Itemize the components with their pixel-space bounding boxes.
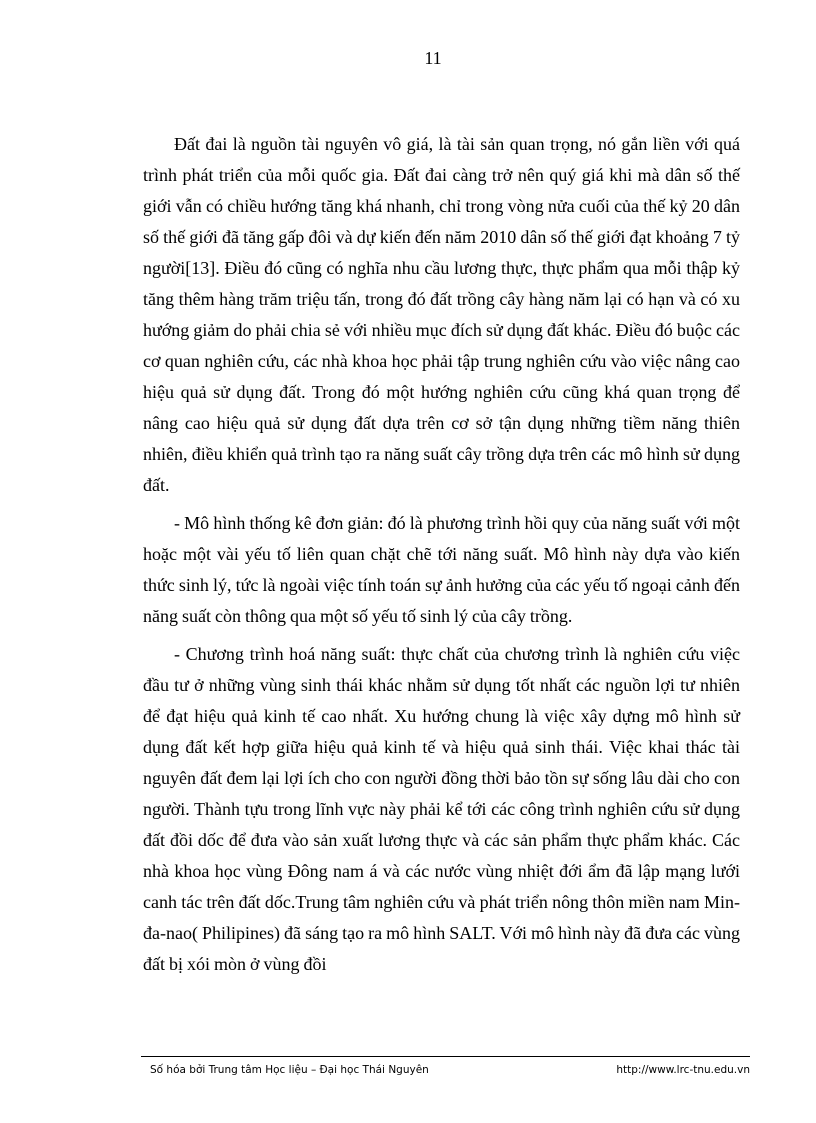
page-number: 11 — [424, 48, 442, 68]
paragraph: - Mô hình thống kê đơn giản: đó là phương trình hồi quy của năng suất với một hoặc một vài yếu tố liên quan chặt chẽ tới năng suất. Mô hình này dựa vào kiến thức sinh lý, tức là ngoài việc tính toán sự ảnh hưởng của các yếu tố ngoại cảnh đến năng suất còn thông qua một số yếu tố sinh lý của cây trồng. — [143, 513, 740, 626]
footer-url-link[interactable]: http://www.lrc-tnu.edu.vn — [616, 1064, 750, 1076]
document-body — [143, 129, 740, 987]
paragraph: - Chương trình hoá năng suất: thực chất của chương trình là nghiên cứu việc đầu tư ở những vùng sinh thái khác nhằm sử dụng tốt nhất các nguồn lợi tư nhiên để đạt hiệu quả kinh tế cao nhất. Xu hướng chung là việc xây dựng mô hình sử dụng đất kết hợp giữa hiệu quả kinh tế và hiệu quả sinh thái. Việc khai thác tài nguyên đất đem lại lợi ích cho con người đồng thời bảo tồn sự sống lâu dài cho con người. Thành tựu trong lĩnh vực này phải kể tới các công trình nghiên cứu sử dụng đất đồi dốc để đưa vào sản xuất lương thực và các sản phẩm thực phẩm khác. Các nhà khoa học vùng Đông nam á và các nước vùng nhiệt đới ẩm đã lập mạng lưới canh tác trên đất dốc.Trung tâm nghiên cứu và phát triển nông thôn miền nam Min-đa-nao( Philipines) đã sáng tạo ra mô hình SALT. Với mô hình này đã đưa các vùng đất bị xói mòn ở vùng đồi — [143, 644, 740, 974]
paragraph: Đất đai là nguồn tài nguyên vô giá, là tài sản quan trọng, nó gắn liền với quá trình phát triển của mỗi quốc gia. Đất đai càng trở nên quý giá khi mà dân số thế giới vẫn có chiều hướng tăng khá nhanh, chỉ trong vòng nửa cuối của thế kỷ 20 dân số thế giới đã tăng gấp đôi và dự kiến đến năm 2010 dân số thế giới đạt khoảng 7 tỷ người[13]. Điều đó cũng có nghĩa nhu cầu lương thực, thực phẩm qua mỗi thập kỷ tăng thêm hàng trăm triệu tấn, trong đó đất trồng cây hàng năm lại có hạn và có xu hướng giảm do phải chia sẻ với nhiều mục đích sử dụng đất khác. Điều đó buộc các cơ quan nghiên cứu, các nhà khoa học phải tập trung nghiên cứu vào việc nâng cao hiệu quả sử dụng đất. Trong đó một hướng nghiên cứu cũng khá quan trọng để nâng cao hiệu quả sử dụng đất dựa trên cơ sở tận dụng những tiềm năng thiên nhiên, điều khiển quả trình tạo ra năng suất cây trồng dựa trên các mô hình sử dụng đất. — [143, 134, 740, 495]
footer-divider — [141, 1056, 750, 1057]
footer-digitized-by: Số hóa bởi Trung tâm Học liệu – Đại học Thái Nguyên — [150, 1064, 429, 1076]
